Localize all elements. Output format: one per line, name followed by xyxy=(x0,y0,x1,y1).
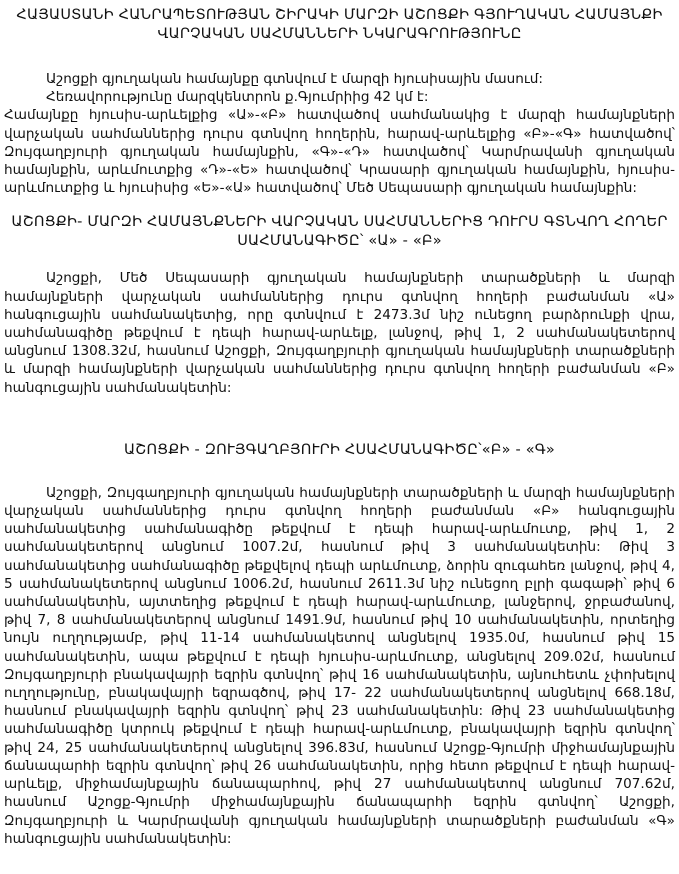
section-1-heading-line-1: ԱՇՈՑՔԻ- ՄԱՐԶԻ ՀԱՄԱՅՆՔՆԵՐԻ ՎԱՐՉԱԿԱՆ ՍԱՀՄԱՆՆԵՐԻՑ ԴՈՒՐՍ ԳՏՆՎՈՂ ՀՈՂԵՐ xyxy=(11,214,668,231)
section-2-heading-line: ԱՇՈՑՔԻ - ԶՈՒՅԳԱՂԲՅՈՒՐԻ ՀՍԱՀՄԱՆԱԳԻԾԸ՝«Բ» - «Գ» xyxy=(123,441,556,458)
intro-body: Համայնքը հյուսիս-արևելքից «Ա»-«Բ» հատվածով սահմանակից է մարզի համայնքների վարչական սահմաններից դուրս գտնվող հողերին, հարավ-արևելքից «Բ»-«Գ» հատվածով՝ Զույգաղբյուրի գյուղական համայնքին, «Գ»-«Դ» հատվածով՝ Կարմրավանի գյուղական համայնքին, արևմուտքից «Դ»-«Ե» հատվածով՝ Կրասարի գյուղական համայնքին, հյուսիս-արևմուտքից և հյուսիսից «Ե»-«Ա» հատվածով՝ Մեծ Սեպասարի գյուղական համայնքին: xyxy=(4,107,675,197)
intro-location: Աշոցքի գյուղական համայնքը գտնվում է մարզի հյուսիսային մասում: xyxy=(46,71,543,87)
section-2-body: Աշոցքի, Զույգաղբյուրի գյուղական համայնքների տարածքների և մարզի համայնքների վարչական սահմաններից դուրս գտնվող հողերի բաժանման «Բ» հանգուցային սահմանակետից սահմանագիծը թեքվում է դեպի հարավ-արևմուտք, թիվ 1, 2 սահմանակետերով անցնում 1007.2մ, հասնում թիվ 3 սահմանակետին: Թիվ 3 սահմանակետից սահմանագիծը թեքվելով դեպի արևմուտք, ձորին զուգահեռ լանջով, թիվ 4, 5 սահմանակետերով անցնում 1006.2մ, հասնում 2611.3մ նիշ ունեցող բլրի գագաթի՝ թիվ 6 սահմանակետին, այտտեղից թեքվում է դեպի հարավ-արևմուտք, լանջերով, ջրբաժանով, թիվ 7, 8 սահմանակետերով անցնում 1491.9մ, հասնում թիվ 10 սահմանակետին, որտեղից նույն ուղղությամբ, թիվ 11-14 սահմանակետով անցնելով 1935.0մ, հասնում թիվ 15 սահմանակետին, ապա թեքվում է դեպի հյուսիս-արևմուտք, անցնելով 209.02մ, հասնում Զույգաղբյուրի բնակավայրի եզրին գտնվող՝ թիվ 16 սահմանակետին, այնուհետև չփոխելով ուղղությունը, բնակավայրի եզրագծով, թիվ 17- 22 սահմանակետերով անցնելով 668.18մ, հասնում բնակավայրի եզրին գտնվող՝ թիվ 23 սահմանակետին: Թիվ 23 սահմանակետից սահմանագիծը կտրուկ թեքվում է դեպի հարավ-արևմուտք, բնակավայրի եզրին գտնվող՝ թիվ 24, 25 սահմանակետերով անցնելով 396.83մ, հասնում Աշոցք-Գյումրի միջհամայնքային ճանապարհի եզրին գտնվող՝ թիվ 26 սահմանակետին, որից հետո թեքվում է դեպի հարավ-արևելք, միջհամայնքային ճանապարհով, թիվ 27 սահմանակետով անցնում 707.62մ, հասնում Աշոցք-Գյումրի միջհամայնքային ճանապարհի եզրին գտնվող՝ Աշոցքի, Զույգաղբյուրի և Կարմրավանի գյուղական համայնքների տարածքների բաժանման «Գ» հանգուցային սահմանակետին: xyxy=(4,484,675,847)
section-1-body: Աշոցքի, Մեծ Սեպասարի գյուղական համայնքների տարածքների և մարզի համայնքների վարչական սահմաններից դուրս գտնվող հողերի բաժանման «Ա» հանգուցային սահմանակետից, որը գտնվում է 2473.3մ նիշ ունեցող բարձրունքի վրա, սահմանագիծը թեքվում է դեպի հարավ-արևելք, լանջով, թիվ 1, 2 սահմանակետերով անցնում 1308.32մ, հասնում Աշոցքի, Զույգաղբյուրի գյուղական համայնքների տարածքների և մարզի համայնքների վարչական սահմաններից դուրս գտնվող հողերի բաժանման «Բ» հանգուցային սահմանակետին: xyxy=(4,270,675,396)
intro-distance: Հեռավորությունը մարզկենտրոն ք.Գյումրիից 42 կմ է: xyxy=(46,89,429,106)
section-2-heading xyxy=(4,441,675,460)
section-1-heading-line-2: ՍԱՀՄԱՆԱԳԻԾԸ՝ «Ա» - «Բ» xyxy=(237,233,442,250)
title-line-2: ՎԱՐՉԱԿԱՆ ՍԱՀՄԱՆՆԵՐԻ ՆԿԱՐԱԳՐՈՒԹՅՈՒՆԸ xyxy=(157,26,522,42)
document-title xyxy=(4,6,675,44)
section-1-heading xyxy=(4,213,675,251)
title-line-1: ՀԱՅԱՍՏԱՆԻ ՀԱՆՐԱՊԵՏՈՒԹՅԱՆ ՇԻՐԱԿԻ ՄԱՐԶԻ ԱՇՈՑՔԻ ԳՅՈՒՂԱԿԱՆ ՀԱՄԱՅՆՔԻ xyxy=(16,7,663,23)
